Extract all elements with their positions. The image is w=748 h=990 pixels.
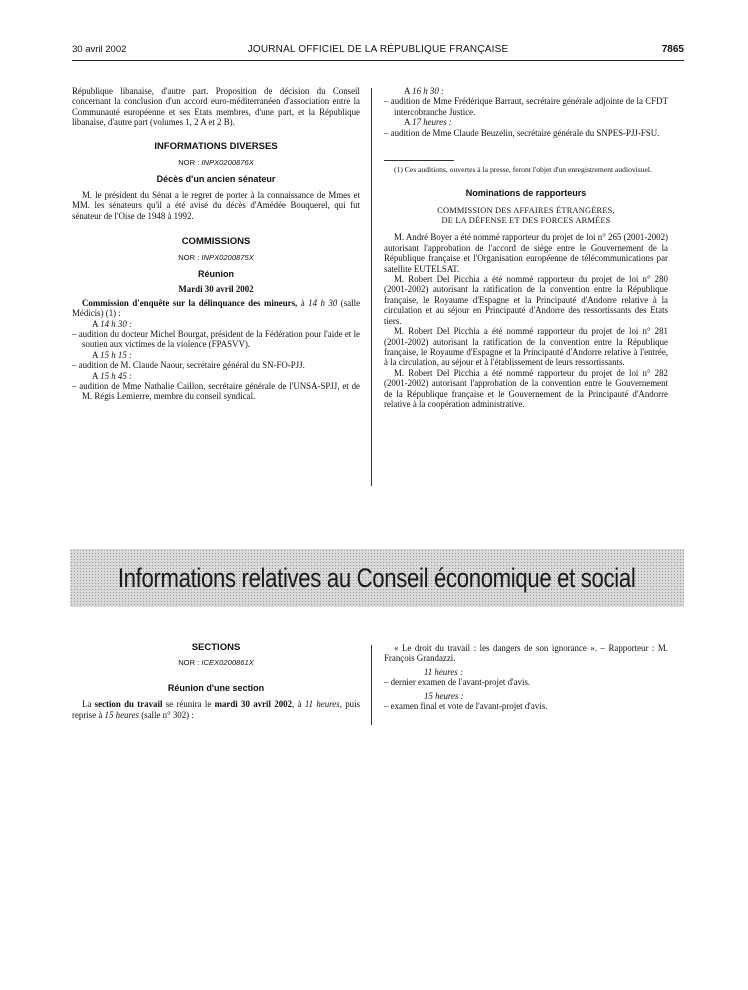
audition-item: – audition de M. Claude Naour, secrétaire général du SN-FO-PJJ. <box>72 360 305 371</box>
time-slot: 15 heures : <box>424 690 464 701</box>
deces-title: Décès d'un ancien sénateur <box>156 174 276 185</box>
page-header <box>72 44 684 60</box>
section-banner <box>70 549 684 607</box>
footnote-rule <box>384 160 454 161</box>
section-meeting-text: La section du travail se réunira le mardi 30 avril 2002, à 11 heures, puis reprise à 15 heures (salle n° 302) : <box>72 699 361 720</box>
time-slot: A 16 h 30 : <box>404 86 444 96</box>
footnote: (1) Ces auditions, ouvertes à la presse, feront l'objet d'un enregistrement audiovisuel. <box>394 165 652 175</box>
agenda-item: – dernier examen de l'avant-projet d'avis. <box>384 677 531 688</box>
nomination-paragraph: M. Robert Del Picchia a été nommé rapporteur du projet de loi n° 280 (2001-2002) autorisant la ratification de la convention entre la République française, le Royaume d'Espagne et la Principauté d'Andorre relative à la circulation et au séjour en Principauté d'Andorre des ressortissants des Etats tiers. <box>384 274 668 326</box>
audition-item: – audition de Mme Nathalie Caillon, secrétaire générale de l'UNSA-SPJJ, et de M. Régis Lemierre, membre du conseil syndical. <box>72 380 360 402</box>
banner-title: Informations relatives au Conseil économique et social <box>118 562 636 593</box>
time-slot: A 17 heures : <box>404 117 452 128</box>
commission-heading-line: DE LA DÉFENSE ET DES FORCES ARMÉES <box>441 216 611 226</box>
header-rule <box>72 60 684 61</box>
deces-text: M. le président du Sénat a le regret de porter à la connaissance de Mmes et MM. les sénateurs qu'il a été avisé du décès d'Amédée Bouquerel, qui fut sénateur de l'Oise de 1948 à 1992. <box>72 189 360 221</box>
audition-item: – audition de Mme Frédérique Barraut, secrétaire générale adjointe de la CFDT intercobranche Justice. <box>384 96 668 117</box>
header-date: 30 avril 2002 <box>72 44 127 55</box>
info-diverses-title: INFORMATIONS DIVERSES <box>154 140 278 152</box>
reunion-date: Mardi 30 avril 2002 <box>178 284 254 295</box>
commissions-nor: NOR : INPX0200875X <box>178 253 254 263</box>
sections-nor: NOR : ICEX0200861X <box>178 658 254 668</box>
column-divider <box>371 88 372 486</box>
reunion-title: Réunion <box>198 268 234 279</box>
bottom-left-column <box>72 643 360 720</box>
column-divider <box>371 645 372 725</box>
left-column <box>72 86 360 402</box>
header-title: JOURNAL OFFICIEL DE LA RÉPUBLIQUE FRANÇAISE <box>247 44 509 55</box>
section-meeting-title: Réunion d'une section <box>167 682 265 693</box>
commissions-title: COMMISSIONS <box>181 236 251 248</box>
right-column <box>384 86 668 409</box>
audition-item: – audition du docteur Michel Bourgat, président de la Fédération pour l'aide et le soutien aux victimes de la violence (FPASVV). <box>72 328 360 350</box>
nomination-paragraph: M. Robert Del Picchia a été nommé rapporteur du projet de loi n° 282 (2001-2002) autorisant l'approbation de la convention entre le Gouvernement de la République française et le Gouvernement de la Principauté d'Andorre relative à la coopération administrative. <box>384 367 668 409</box>
time-slot: A 15 h 45 : <box>92 370 132 381</box>
nominations-title: Nominations de rapporteurs <box>465 188 587 199</box>
time-slot: 11 heures : <box>424 666 463 677</box>
bottom-right-column <box>384 643 668 711</box>
nomination-paragraph: M. André Boyer a été nommé rapporteur du projet de loi n° 265 (2001-2002) autorisant l'approbation de l'accord de siège entre le Gouvernement de la République française et l'Organisation européenne de télécommunications par satellite EUTELSAT. <box>384 232 668 274</box>
sections-title: SECTIONS <box>191 642 241 653</box>
time-slot: A 14 h 30 : <box>92 318 132 329</box>
agenda-item: – examen final et vote de l'avant-projet d'avis. <box>384 701 548 712</box>
audition-item: – audition de Mme Claude Beuzelin, secrétaire générale du SNPES-PJJ-FSU. <box>384 127 660 138</box>
commission-heading-line: COMMISSION DES AFFAIRES ÉTRANGÈRES, <box>437 206 615 216</box>
nomination-paragraph: M. Robert Del Picchia a été nommé rapporteur du projet de loi n° 281 (2001-2002) autorisant la ratification de la convention entre la République française, le Royaume d'Espagne et la Principauté d'Andorre relative à l'entrée, à la circulation, au séjour et à l'établissement de leurs ressortissants. <box>384 326 668 368</box>
info-nor: NOR : INPX0200876X <box>178 158 254 168</box>
page-number: 7865 <box>661 44 684 55</box>
intro-paragraph: République libanaise, d'autre part. Proposition de décision du Conseil concernant la conclusion d'un accord euro-méditerranéen d'association entre la Communauté européenne et ses Etats membres, d'une part, et la République libanaise, d'autre part (volumes 1, 2 A et 2 B). <box>72 86 360 128</box>
rapport-intro: « Le droit du travail : les dangers de son ignorance ». – Rapporteur : M. François Grandazzi. <box>384 643 668 664</box>
commission-intro: Commission d'enquête sur la délinquance des mineurs, à 14 h 30 (salle Médicis) (1) : <box>72 297 361 319</box>
time-slot: A 15 h 15 : <box>92 349 132 360</box>
